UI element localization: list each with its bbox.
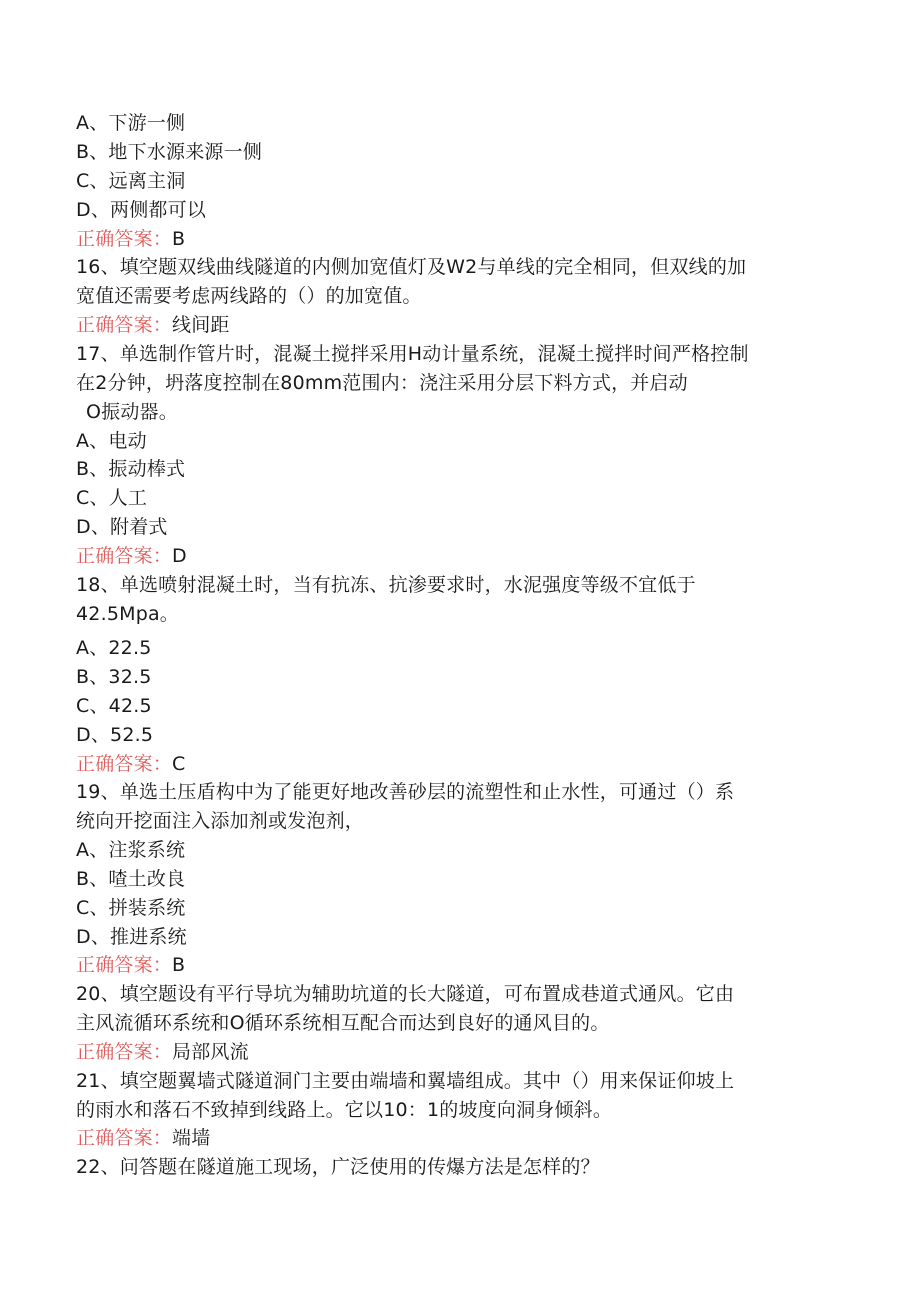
option-b: B、32.5 bbox=[76, 666, 152, 688]
answer-value: B bbox=[172, 228, 186, 250]
answer-label: 正确答案： bbox=[76, 753, 173, 775]
question-22-line-1: 22、问答题在隧道施工现场，广泛使用的传爆方法是怎样的？ bbox=[76, 1156, 600, 1178]
answer-line bbox=[76, 751, 185, 777]
answer-line bbox=[76, 543, 187, 569]
question-17-line-2: 在2分钟，坍落度控制在80mm范围内：浇注采用分层下料方式，并启动 bbox=[76, 372, 688, 394]
question-16-line-1: 16、填空题双线曲线隧道的内侧加宽值灯及W2与单线的完全相同，但双线的加 bbox=[76, 256, 747, 278]
answer-line bbox=[76, 226, 185, 252]
question-19-line-1: 19、单选土压盾构中为了能更好地改善砂层的流塑性和止水性，可通过（）系 bbox=[76, 781, 735, 803]
answer-line bbox=[76, 312, 230, 338]
question-19-line-2: 统向开挖面注入添加剂或发泡剂， bbox=[76, 810, 365, 832]
question-18-line-1: 18、单选喷射混凝土时，当有抗冻、抗渗要求时，水泥强度等级不宜低于 bbox=[76, 574, 696, 596]
question-16-line-2: 宽值还需要考虑两线路的（）的加宽值。 bbox=[76, 285, 422, 307]
answer-label: 正确答案： bbox=[76, 545, 173, 567]
answer-label: 正确答案： bbox=[76, 1041, 173, 1063]
answer-value: 局部风流 bbox=[172, 1041, 249, 1063]
option-c: C、拼装系统 bbox=[76, 897, 186, 919]
answer-value: B bbox=[172, 954, 186, 976]
answer-label: 正确答案： bbox=[76, 314, 173, 336]
option-b: B、振动棒式 bbox=[76, 458, 186, 480]
option-a: A、电动 bbox=[76, 430, 147, 452]
option-b: B、地下水源来源一侧 bbox=[76, 141, 263, 163]
answer-value: C bbox=[172, 753, 186, 775]
option-b: B、喳土改良 bbox=[76, 868, 186, 890]
option-d: D、52.5 bbox=[76, 724, 154, 746]
question-20-line-2: 主风流循环系统和O循环系统相互配合而达到良好的通风目的。 bbox=[76, 1012, 610, 1034]
option-c: C、远离主洞 bbox=[76, 170, 186, 192]
answer-line bbox=[76, 1125, 210, 1151]
option-c: C、人工 bbox=[76, 487, 148, 509]
question-18-line-2: 42.5Mpa。 bbox=[76, 603, 180, 625]
option-a: A、注浆系统 bbox=[76, 839, 186, 861]
answer-value: D bbox=[172, 545, 187, 567]
answer-line bbox=[76, 1039, 249, 1065]
question-17-line-1: 17、单选制作管片时，混凝土搅拌采用H动计量系统，混凝土搅拌时间严格控制 bbox=[76, 343, 749, 365]
option-d: D、推进系统 bbox=[76, 926, 187, 948]
option-a: A、22.5 bbox=[76, 637, 152, 659]
question-20-line-1: 20、填空题设有平行导坑为辅助坑道的长大隧道，可布置成巷道式通风。它由 bbox=[76, 983, 735, 1005]
answer-value: 端墙 bbox=[172, 1127, 211, 1149]
question-21-line-1: 21、填空题翼墙式隧道洞门主要由端墙和翼墙组成。其中（）用来保证仰坡上 bbox=[76, 1070, 735, 1092]
answer-value: 线间距 bbox=[172, 314, 230, 336]
option-d: D、两侧都可以 bbox=[76, 199, 207, 221]
option-a: A、下游一侧 bbox=[76, 112, 186, 134]
question-21-line-2: 的雨水和落石不致掉到线路上。它以10：1的坡度向洞身倾斜。 bbox=[76, 1099, 613, 1121]
option-c: C、42.5 bbox=[76, 695, 152, 717]
answer-label: 正确答案： bbox=[76, 1127, 173, 1149]
answer-label: 正确答案： bbox=[76, 954, 173, 976]
option-d: D、附着式 bbox=[76, 516, 168, 538]
answer-line bbox=[76, 952, 185, 978]
answer-label: 正确答案： bbox=[76, 228, 173, 250]
question-17-line-3: O振动器。 bbox=[86, 401, 178, 423]
